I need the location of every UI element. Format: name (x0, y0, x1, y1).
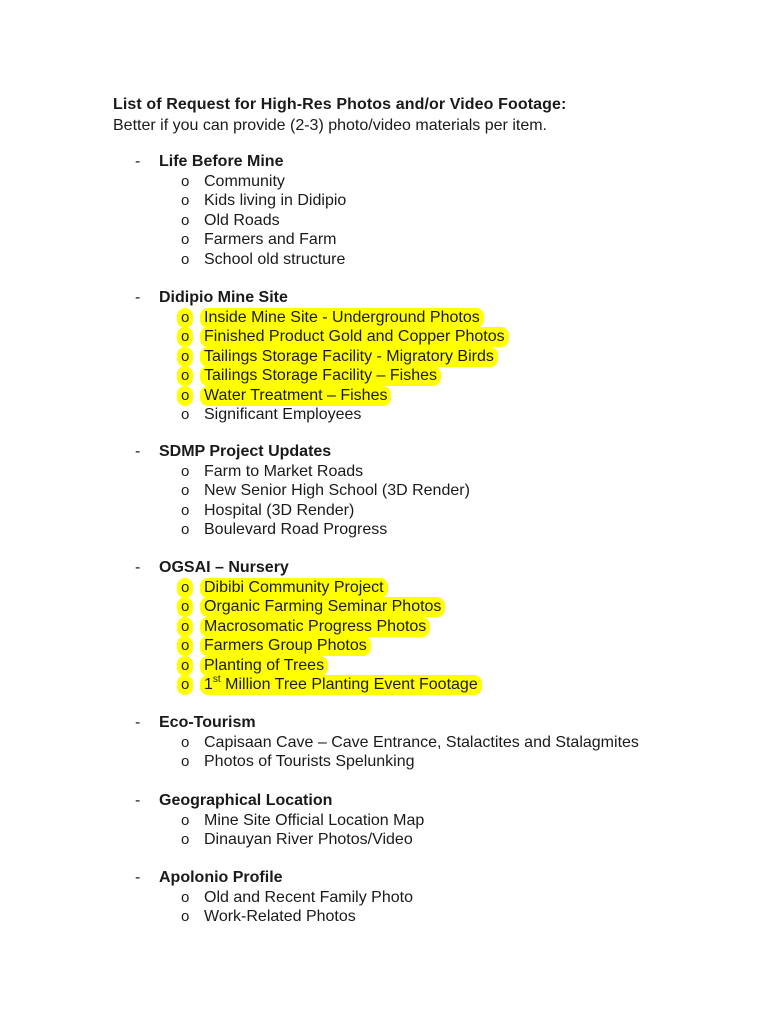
bullet-icon: o (177, 386, 193, 406)
list-item-text: Old Roads (204, 211, 280, 229)
bullet-icon: o (177, 656, 193, 676)
list-item-text: Dinauyan River Photos/Video (204, 831, 413, 849)
bullet-icon: o (181, 889, 190, 906)
list-item-text: Farmers and Farm (204, 231, 337, 249)
list-item-text: New Senior High School (3D Render) (204, 482, 470, 500)
section-dash: - (135, 869, 141, 886)
list-item-text: Tailings Storage Facility – Fishes (200, 366, 441, 386)
bullet-icon: o (181, 482, 190, 500)
list-item (0, 617, 768, 637)
section-dash: - (135, 714, 141, 731)
list-item (0, 366, 768, 386)
list-item-text: Capisaan Cave – Cave Entrance, Stalactites and Stalagmites (204, 734, 639, 751)
section-title: Didipio Mine Site (159, 289, 288, 306)
bullet-icon: o (181, 501, 190, 519)
bullet-icon: o (177, 617, 193, 637)
bullet-icon: o (181, 908, 190, 926)
section-dash: - (135, 153, 141, 170)
bullet-icon: o (181, 812, 190, 829)
section-dash: - (135, 289, 141, 306)
list-item-text: Macrosomatic Progress Photos (200, 617, 430, 637)
list-item (0, 172, 768, 192)
list-item (0, 578, 768, 598)
list-item (0, 191, 768, 211)
bullet-icon: o (181, 211, 190, 229)
document-title: List of Request for High-Res Photos and/or Video Footage: (113, 96, 567, 113)
section-dash: - (135, 443, 141, 460)
section-title: Geographical Location (159, 792, 333, 809)
list-item (0, 656, 768, 676)
bullet-icon: o (177, 578, 193, 598)
list-item-text: Finished Product Gold and Copper Photos (200, 327, 509, 347)
document-subtitle: Better if you can provide (2-3) photo/video materials per item. (113, 117, 547, 134)
list-item-text: Farm to Market Roads (204, 463, 364, 480)
list-item (0, 636, 768, 656)
bullet-icon: o (177, 366, 193, 386)
bullet-icon: o (181, 250, 190, 268)
list-item-text: Kids living in Didipio (204, 192, 347, 210)
bullet-icon: o (177, 327, 193, 347)
list-item (0, 597, 768, 617)
bullet-icon: o (181, 831, 190, 849)
list-item (0, 347, 768, 367)
bullet-icon: o (181, 521, 190, 539)
list-item-text: Significant Employees (204, 406, 362, 423)
section-title: Life Before Mine (159, 153, 284, 170)
section-dash: - (135, 559, 141, 576)
list-item (0, 250, 768, 270)
list-item (0, 675, 768, 695)
bullet-icon: o (177, 636, 193, 656)
list-item-text: Dibibi Community Project (200, 578, 388, 598)
section-dash: - (135, 792, 141, 809)
item-label: Million Tree Planting Event Footage (220, 676, 478, 693)
list-item (0, 211, 768, 231)
ordinal-suffix: st (212, 673, 221, 685)
list-item-text: Organic Farming Seminar Photos (200, 597, 445, 617)
list-item-text: School old structure (204, 250, 346, 268)
list-item (0, 386, 768, 406)
list-item-text: Hospital (3D Render) (204, 501, 355, 519)
section-title: Eco-Tourism (159, 714, 256, 731)
list-item (0, 811, 768, 831)
list-item-text: Water Treatment – Fishes (200, 386, 391, 406)
list-item (0, 907, 768, 927)
list-item-text (200, 675, 482, 695)
list-item (0, 501, 768, 521)
list-item (0, 830, 768, 850)
section-title: SDMP Project Updates (159, 443, 332, 460)
list-item-text: Boulevard Road Progress (204, 521, 388, 539)
list-item-text: Old and Recent Family Photo (204, 889, 413, 906)
list-item (0, 405, 768, 425)
bullet-icon: o (177, 347, 193, 367)
list-item (0, 888, 768, 908)
list-item-text: Mine Site Official Location Map (204, 812, 425, 829)
bullet-icon: o (177, 597, 193, 617)
section-title: OGSAI – Nursery (159, 559, 289, 576)
bullet-icon: o (177, 675, 193, 695)
bullet-icon: o (177, 308, 193, 328)
list-item-text: Inside Mine Site - Underground Photos (200, 308, 484, 328)
list-item (0, 462, 768, 482)
list-item (0, 752, 768, 772)
list-item-text: Work-Related Photos (204, 908, 356, 926)
list-item (0, 733, 768, 753)
list-item (0, 308, 768, 328)
list-item-text: Photos of Tourists Spelunking (204, 753, 415, 771)
list-item-text: Planting of Trees (200, 656, 328, 676)
bullet-icon: o (181, 406, 190, 423)
bullet-icon: o (181, 734, 190, 751)
list-item (0, 481, 768, 501)
list-item-text: Tailings Storage Facility - Migratory Birds (200, 347, 498, 367)
list-item-text: Community (204, 173, 285, 190)
list-item (0, 230, 768, 250)
bullet-icon: o (181, 231, 190, 249)
section-title: Apolonio Profile (159, 869, 283, 886)
list-item (0, 327, 768, 347)
list-item-text: Farmers Group Photos (200, 636, 371, 656)
bullet-icon: o (181, 463, 190, 480)
bullet-icon: o (181, 192, 190, 210)
ordinal-number: 1 (204, 676, 213, 693)
bullet-icon: o (181, 173, 190, 190)
bullet-icon: o (181, 753, 190, 771)
list-item (0, 520, 768, 540)
